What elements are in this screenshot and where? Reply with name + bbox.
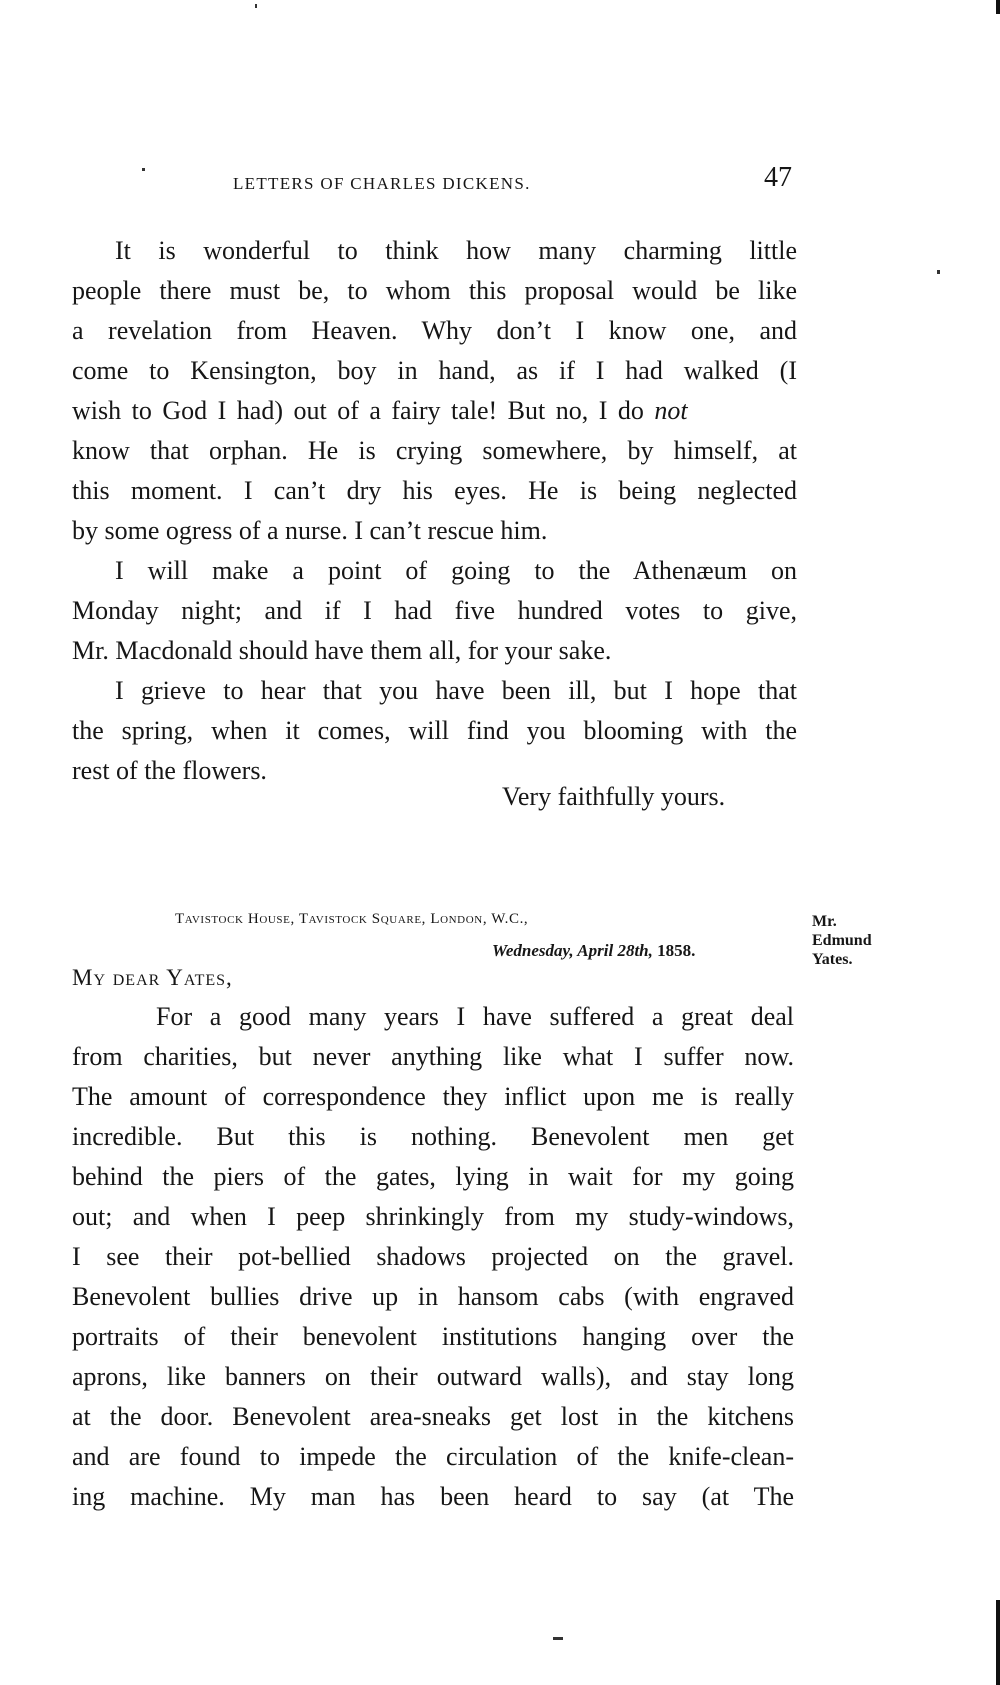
scan-speck (553, 1637, 563, 1640)
text-line: I will make a point of going to the Athenæum on (115, 556, 797, 585)
text-run: wish to God I had) out of a fairy tale! But no, I do (72, 396, 655, 425)
text-line: by some ogress of a nurse. I can’t rescue him. (72, 516, 548, 545)
text-line: I grieve to hear that you have been ill, but I hope that (115, 676, 797, 705)
salutation: My dear Yates, (72, 965, 233, 990)
text-line: aprons, like banners on their outward walls), and stay long (72, 1362, 794, 1391)
text-line: For a good many years I have suffered a great deal (156, 1002, 794, 1031)
text-line: I see their pot-bellied shadows projected on the gravel. (72, 1242, 794, 1271)
text-line: come to Kensington, boy in hand, as if I had walked (I (72, 356, 797, 385)
text-line: the spring, when it comes, will find you blooming with the (72, 716, 797, 745)
text-line: rest of the flowers. (72, 756, 267, 785)
text-line: a revelation from Heaven. Why don’t I know one, and (72, 316, 797, 345)
scan-speck (142, 168, 145, 171)
valediction: Very faithfully yours. (502, 782, 726, 811)
text-line: people there must be, to whom this proposal would be like (72, 276, 797, 305)
letter-address: Tavistock House, Tavistock Square, London, W.C., (175, 911, 529, 927)
scan-edge-bottom (996, 1600, 1000, 1685)
text-line: portraits of their benevolent institutions hanging over the (72, 1322, 794, 1351)
text-line: ing machine. My man has been heard to say (at The (72, 1482, 794, 1511)
margin-note-line: Yates. (812, 951, 853, 968)
text-line: It is wonderful to think how many charming little (115, 236, 797, 265)
text-line: behind the piers of the gates, lying in wait for my going (72, 1162, 794, 1191)
date-day: Wednesday, April 28th, (492, 941, 653, 960)
text-line: from charities, but never anything like what I suffer now. (72, 1042, 794, 1071)
text-line: out; and when I peep shrinkingly from my study-windows, (72, 1202, 794, 1231)
letter-date (492, 941, 695, 961)
scan-speck (937, 270, 940, 274)
text-line: incredible. But this is nothing. Benevolent men get (72, 1122, 794, 1151)
text-line: Monday night; and if I had five hundred votes to give, (72, 596, 797, 625)
text-line: know that orphan. He is crying somewhere, by himself, at (72, 436, 797, 465)
emphasis-not: not (654, 396, 688, 425)
text-line: Mr. Macdonald should have them all, for your sake. (72, 636, 612, 665)
margin-note-line: Mr. (812, 913, 837, 930)
scan-edge-top (996, 0, 1000, 14)
text-line: The amount of correspondence they inflict upon me is really (72, 1082, 794, 1111)
margin-note-line: Edmund (812, 932, 872, 949)
scan-speck (255, 4, 257, 8)
text-line: at the door. Benevolent area-sneaks get lost in the kitchens (72, 1402, 794, 1431)
text-line: and are found to impede the circulation of the knife-clean- (72, 1442, 794, 1471)
page-header (0, 162, 1000, 202)
text-line: this moment. I can’t dry his eyes. He is being neglected (72, 476, 797, 505)
date-year: 1858. (652, 941, 696, 960)
page-number: 47 (764, 162, 792, 193)
margin-note (812, 912, 872, 969)
running-title: LETTERS OF CHARLES DICKENS. (233, 174, 531, 193)
text-line (72, 398, 797, 424)
text-line: Benevolent bullies drive up in hansom cabs (with engraved (72, 1282, 794, 1311)
